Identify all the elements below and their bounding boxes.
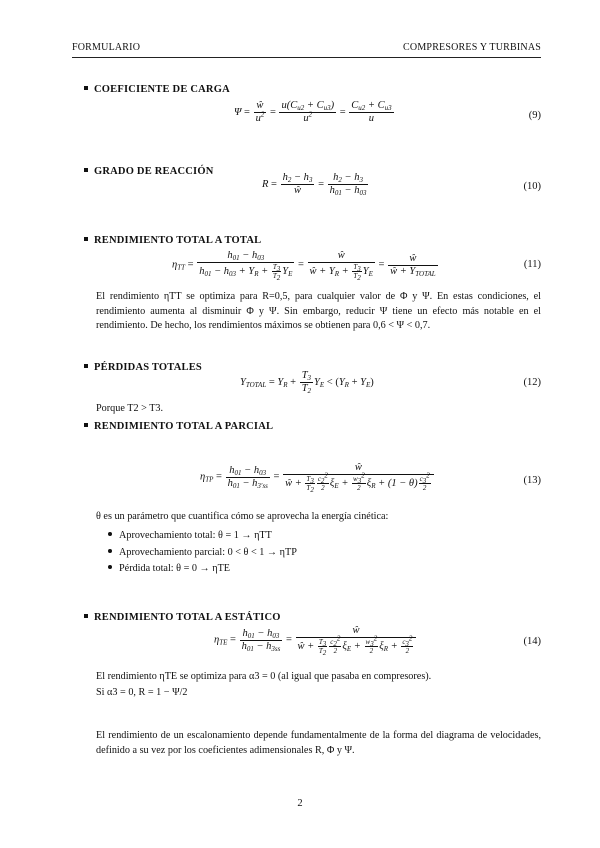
equation-number: (14) <box>523 636 541 647</box>
section-heading: COEFICIENTE DE CARGA <box>84 84 230 95</box>
equation-11: $\eta_{TT}$ = $h_{01} - h_{03}$ $h_{01} - h_{03} + Y_R$ + $\frac{T_3}{T_2}$ $Y_E$ = ŵ ŵ + $Y_R$ + $\frac{T_3}{T_2}$ $Y_E$ = $\frac{ŵ}{ŵ + Y_{TOTAL}}$ <box>172 250 436 282</box>
equation-9: Ψ = $\frac{ŵ}{u^2}$ = $\frac{u(C_{u2} + C_{u3})}{u^2}$ = $\frac{C_{u2} + C_{u3}}{u}$ <box>234 100 392 124</box>
bullet-icon <box>84 364 88 368</box>
bullet-icon <box>84 86 88 90</box>
header-left: FORMULARIO <box>72 42 141 53</box>
list-item: Pérdida total: θ = 0 → ηTE <box>108 563 230 574</box>
section-heading: RENDIMIENTO TOTAL A PARCIAL <box>84 421 273 432</box>
list-item: Aprovechamiento total: θ = 1 → ηTT <box>108 530 272 541</box>
equation-13: $\eta_{TP}$ = $\frac{h_{01} - h_{03}}{h_{01} - h_{3'ss}}$ = ŵ ŵ + $\frac{T_3}{T_2}$ $\frac{c_2^2}{2}$ $\xi_E$ + $\frac{w_3^2}{2}$ $\xi_R + (1 - \theta)$ $\frac{c_3^2}{2}$ <box>200 462 435 492</box>
equation-number: (10) <box>523 181 541 192</box>
running-header <box>72 42 541 56</box>
equation-number: (12) <box>523 377 541 388</box>
closing-paragraph: El rendimiento de un escalonamiento depende fundamentalmente de la forma del diagrama de velocidades, definido a su vez por los coeficientes adimensionales R, Φ y Ψ. <box>96 730 541 756</box>
bullet-icon <box>84 614 88 618</box>
list-item: Aprovechamiento parcial: 0 < θ < 1 → ηTP <box>108 547 297 558</box>
paragraph: θ es un parámetro que cuantifica cómo se aprovecha la energía cinética: <box>96 511 389 522</box>
bullet-icon <box>84 168 88 172</box>
section-heading: PÉRDIDAS TOTALES <box>84 362 202 373</box>
paragraph: El rendimiento ηTT se optimiza para R=0,5, para cualquier valor de Φ y Ψ. En estas condiciones, el rendimiento aumenta al disminuir Φ y Ψ. Sin embargo, reducir Ψ tiene un efecto más notable en el rendimiento. De hecho, los rendimientos máximos se obtienen para 0,6 < Ψ < 0,7. <box>96 291 541 331</box>
page-number: 2 <box>297 798 303 809</box>
equation-number: (9) <box>528 110 541 121</box>
section-heading: GRADO DE REACCIÓN <box>84 166 214 177</box>
bullet-icon <box>84 423 88 427</box>
paragraph: Si α3 = 0, R = 1 − Ψ/2 <box>96 687 188 698</box>
equation-number: (11) <box>523 259 541 270</box>
section-heading: RENDIMIENTO TOTAL A TOTAL <box>84 235 261 246</box>
equation-14: $\eta_{TE}$ = $\frac{h_{01} - h_{03}}{h_{01} - h_{3ss}}$ = ŵ ŵ + $\frac{T_3}{T_2}$ $\frac{c_2^2}{2}$ $\xi_E$ + $\frac{w_3^2}{2}$ $\xi_R$ + $\frac{c_3^2}{2}$ <box>214 625 417 655</box>
equation-10: R = $\frac{h_2 - h_3}{ŵ}$ = $\frac{h_2 - h_3}{h_{01} - h_{03}}$ <box>262 172 367 197</box>
equation-number: (13) <box>523 475 541 486</box>
header-right: COMPRESORES Y TURBINAS <box>403 42 541 53</box>
equation-12: $Y_{TOTAL} = Y_R$ + $\frac{T_3}{T_2}$ $Y_E < (Y_R + Y_E)$ <box>240 370 374 395</box>
section-heading: RENDIMIENTO TOTAL A ESTÁTICO <box>84 612 281 623</box>
bullet-icon <box>108 532 112 536</box>
paragraph: El rendimiento ηTE se optimiza para α3 = 0 (al igual que pasaba en compresores). <box>96 671 432 682</box>
paragraph: Porque T2 > T3. <box>96 403 164 414</box>
header-rule <box>72 57 541 58</box>
bullet-icon <box>108 565 112 569</box>
bullet-icon <box>84 237 88 241</box>
bullet-icon <box>108 549 112 553</box>
